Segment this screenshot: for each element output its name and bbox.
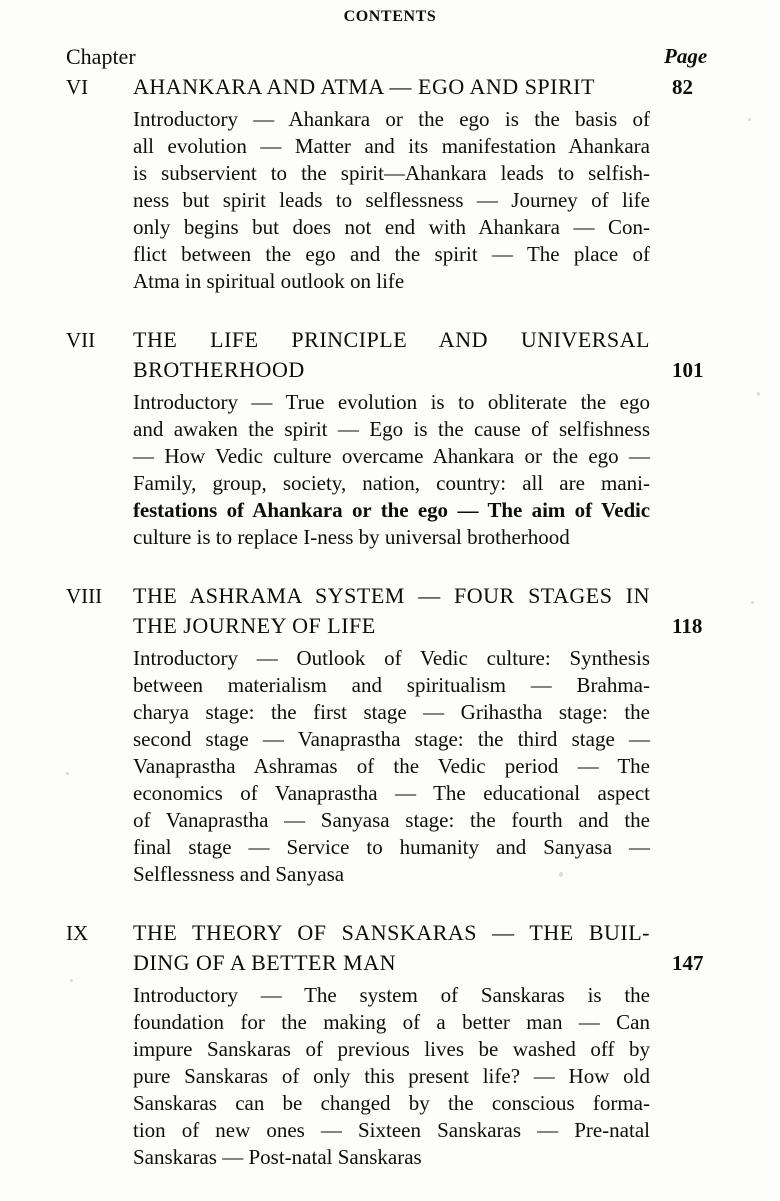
chapter-summary-line: between materialism and spiritualism — Brahma- [133, 673, 650, 697]
chapter-summary-line: Vanaprastha Ashramas of the Vedic period — The [133, 754, 650, 778]
toc-entry-head [0, 72, 780, 102]
chapter-summary-line: tion of new ones — Sixteen Sanskaras — Pre-natal [133, 1118, 650, 1142]
toc-entry[interactable] [0, 325, 780, 551]
chapter-title-line: BROTHERHOOD [133, 357, 305, 382]
chapter-summary-line: Introductory — True evolution is to obliterate the ego [133, 390, 650, 414]
chapter-numeral: VIII [66, 584, 103, 608]
chapter-summary-line: and awaken the spirit — Ego is the cause of selfishness [133, 417, 650, 441]
chapter-summary-line: Sanskaras — Post-natal Sanskaras [133, 1145, 422, 1169]
scan-speckle [559, 872, 563, 877]
chapter-summary-line: — How Vedic culture overcame Ahankara or the ego — [133, 444, 650, 468]
chapter-summary-line: Introductory — Outlook of Vedic culture: Synthesis [133, 646, 650, 670]
page-number[interactable]: 118 [672, 614, 703, 638]
chapter-column-caption: Chapter [66, 44, 136, 69]
scan-speckle [751, 601, 754, 604]
chapter-summary [133, 389, 650, 551]
chapter-summary-line: Introductory — The system of Sanskaras is the [133, 983, 650, 1007]
chapter-summary-line: Selflessness and Sanyasa [133, 862, 345, 886]
page-number[interactable]: 101 [672, 358, 704, 382]
toc-entry[interactable] [0, 581, 780, 888]
chapter-summary-line: charya stage: the first stage — Grihastha stage: the [133, 700, 650, 724]
chapter-summary-line: economics of Vanaprastha — The educational aspect [133, 781, 650, 805]
chapter-summary [133, 645, 650, 888]
chapter-summary-line: pure Sanskaras of only this present life? — How old [133, 1064, 650, 1088]
scan-speckle [70, 979, 73, 982]
toc-entry[interactable] [0, 918, 780, 1171]
chapter-summary-line: ness but spirit leads to selflessness — Journey of life [133, 188, 650, 212]
toc-entry-list [0, 72, 780, 1201]
chapter-title[interactable] [133, 72, 650, 102]
toc-entry-head [0, 325, 780, 385]
chapter-summary-line: Introductory — Ahankara or the ego is the basis of [133, 107, 650, 131]
toc-entry-head [0, 581, 780, 641]
toc-entry-head [0, 918, 780, 978]
chapter-numeral: IX [66, 921, 89, 945]
chapter-summary [133, 982, 650, 1171]
chapter-title-line: THE THEORY OF SANSKARAS — THE BUIL- [133, 920, 650, 945]
running-head: CONTENTS [343, 8, 437, 25]
chapter-title-line: THE ASHRAMA SYSTEM — FOUR STAGES IN [133, 583, 650, 608]
chapter-summary-line: Sanskaras can be changed by the conscious forma- [133, 1091, 650, 1115]
scan-speckle [748, 118, 751, 121]
chapter-summary-line: is subservient to the spirit—Ahankara leads to selfish- [133, 161, 650, 185]
chapter-title-line: DING OF A BETTER MAN [133, 950, 397, 975]
page-column-caption: Page [664, 44, 708, 68]
chapter-summary-line: culture is to replace I-ness by universal brotherhood [133, 525, 570, 549]
chapter-summary-line: flict between the ego and the spirit — The place of [133, 242, 650, 266]
chapter-summary-line: Atma in spiritual outlook on life [133, 269, 405, 293]
chapter-title[interactable] [133, 581, 650, 641]
chapter-title-line: THE LIFE PRINCIPLE AND UNIVERSAL [133, 327, 650, 352]
chapter-summary-line: final stage — Service to humanity and Sanyasa — [133, 835, 650, 859]
chapter-title-line: AHANKARA AND ATMA — EGO AND SPIRIT [133, 74, 595, 99]
chapter-summary-line: Family, group, society, nation, country: all are mani- [133, 471, 650, 495]
column-captions [0, 44, 780, 70]
toc-entry[interactable] [0, 72, 780, 295]
scan-speckle [66, 772, 69, 775]
chapter-summary-line: all evolution — Matter and its manifestation Ahankara [133, 134, 650, 158]
chapter-summary-line: impure Sanskaras of previous lives be washed off by [133, 1037, 650, 1061]
chapter-numeral: VII [66, 328, 96, 352]
chapter-summary-line: second stage — Vanaprastha stage: the third stage — [133, 727, 650, 751]
chapter-summary-line: of Vanaprastha — Sanyasa stage: the fourth and the [133, 808, 650, 832]
chapter-summary-line: foundation for the making of a better man — Can [133, 1010, 650, 1034]
chapter-title[interactable] [133, 325, 650, 385]
chapter-title-line: THE JOURNEY OF LIFE [133, 613, 376, 638]
chapter-numeral: VI [66, 75, 89, 99]
chapter-title[interactable] [133, 918, 650, 978]
chapter-summary [133, 106, 650, 295]
chapter-summary-line: only begins but does not end with Ahankara — Con- [133, 215, 650, 239]
scan-speckle [757, 392, 760, 396]
chapter-summary-line: festations of Ahankara or the ego — The aim of Vedic [133, 498, 650, 522]
page-number[interactable]: 82 [672, 75, 693, 99]
page-number[interactable]: 147 [672, 951, 704, 975]
